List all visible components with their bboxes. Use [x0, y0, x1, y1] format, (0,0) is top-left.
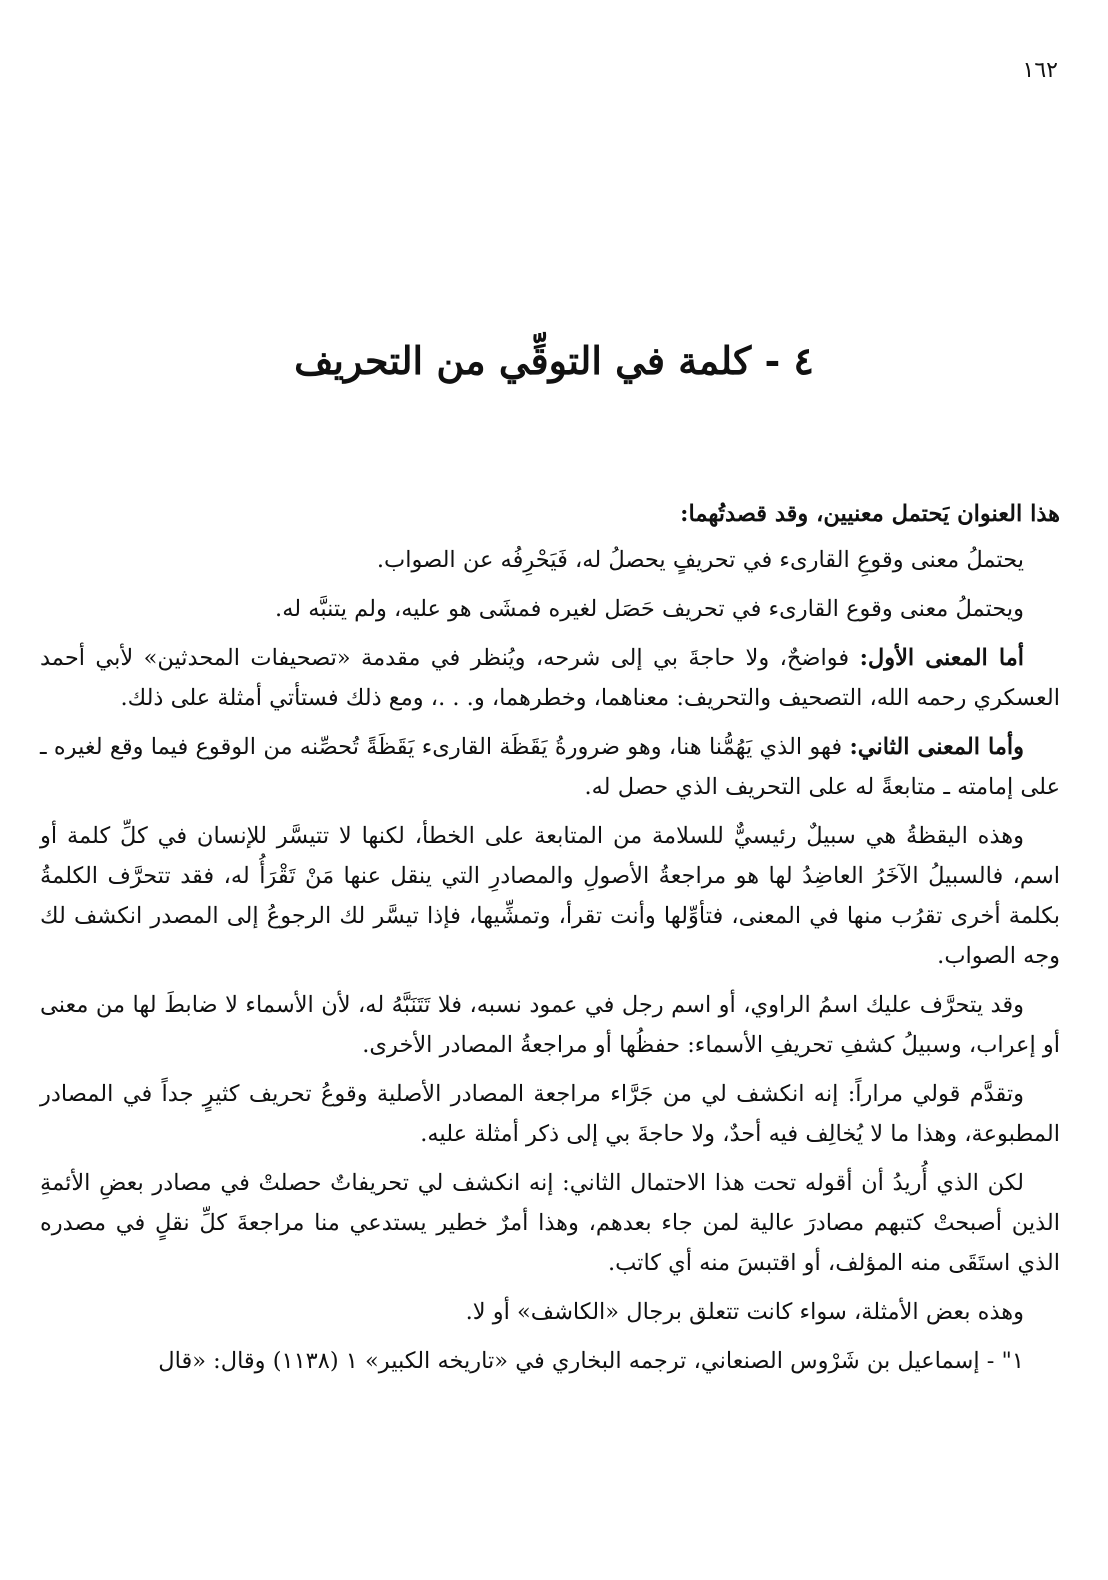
chapter-title: ٤ - كلمة في التوقِّي من التحريف [294, 338, 814, 383]
first-meaning-text: فواضحٌ، ولا حاجةَ بي إلى شرحه، ويُنظر في مقدمة «تصحيفات المحدثين» لأبي أحمد العسكري رحمه الله، التصحيف والتحريف: معناهما، وخطرهما، و. . .، ومع ذلك فستأتي أمثلة على ذلك. [40, 645, 1060, 711]
first-meaning-label: أما المعنى الأول: [859, 645, 1024, 671]
body-text [40, 494, 1060, 1390]
first-meaning-paragraph [40, 638, 1060, 718]
second-meaning-text: فهو الذي يَهُمُّنا هنا، وهو ضرورةُ يَقَظَة القارىء يَقَظَةً تُحصِّنه من الوقوع فيما وقع لغيره ـ على إمامته ـ متابعةً له على التحريف الذي حصل له. [40, 734, 1060, 800]
examples-paragraph: وهذه بعض الأمثلة، سواء كانت تتعلق برجال «الكاشف» أو لا. [465, 1299, 1024, 1325]
vigilance-paragraph: وهذه اليقظةُ هي سبيلٌ رئيسيٌّ للسلامة من المتابعة على الخطأ، لكنها لا تتيسَّر للإنسان في كلِّ كلمة أو اسم، فالسبيلُ الآخَرُ العاضِدُ لها هو مراجعةُ الأصولِ والمصادرِ التي ينقل عنها مَنْ تَقْرَأُ له، فقد تتحرَّف الكلمةُ بكلمة أخرى تقرُب منها في المعنى، فتأوِّلها وأنت تقرأ، وتمشِّيها، فإذا تيسَّر لك الرجوعُ إلى المصدر انكشف لك وجه الصواب. [40, 823, 1060, 969]
meaning-2-paragraph: ويحتملُ معنى وقوع القارىء في تحريف حَصَل لغيره فمشَى هو عليه، ولم يتنبَّه له. [275, 596, 1024, 622]
but-paragraph: لكن الذي أُريدُ أن أقوله تحت هذا الاحتمال الثاني: إنه انكشف لي تحريفاتٌ حصلتْ في مصادر بعضِ الأئمةِ الذين أصبحتْ كتبهم مصادرَ عالية لمن جاء بعدهم، وهذا أمرٌ خطير يستدعي منا مراجعةَ كلِّ نقلٍ في مصدره الذي استَقَى منه المؤلف، أو اقتبسَ منه أي كاتب. [40, 1170, 1060, 1276]
page-number: ١٦٢ [1022, 58, 1058, 83]
example-1-paragraph: ١" - إسماعيل بن شَرْوس الصنعاني، ترجمه البخاري في «تاريخه الكبير» ١ (١١٣٨) وقال: «قال [158, 1348, 1024, 1374]
names-paragraph: وقد يتحرَّف عليك اسمُ الراوي، أو اسم رجل في عمود نسبه، فلا تَتَنَبَّهُ له، لأن الأسماء لا ضابطَ لها من معنى أو إعراب، وسبيلُ كشفِ تحريفِ الأسماء: حفظُها أو مراجعةُ المصادر الأخرى. [40, 992, 1060, 1058]
meaning-1-paragraph: يحتملُ معنى وقوعِ القارىء في تحريفٍ يحصلُ له، فَيَحْرِفُه عن الصواب. [376, 547, 1024, 573]
intro-paragraph: هذا العنوان يَحتمل معنيين، وقد قصدتُهما: [680, 501, 1060, 527]
second-meaning-paragraph [40, 727, 1060, 807]
repeated-paragraph: وتقدَّم قولي مراراً: إنه انكشف لي من جَرَّاء مراجعة المصادر الأصلية وقوعُ تحريف كثيرٍ جداً في المصادر المطبوعة، وهذا ما لا يُخالِف فيه أحدٌ، ولا حاجةَ بي إلى ذكر أمثلة عليه. [40, 1081, 1060, 1147]
second-meaning-label: وأما المعنى الثاني: [849, 734, 1025, 760]
